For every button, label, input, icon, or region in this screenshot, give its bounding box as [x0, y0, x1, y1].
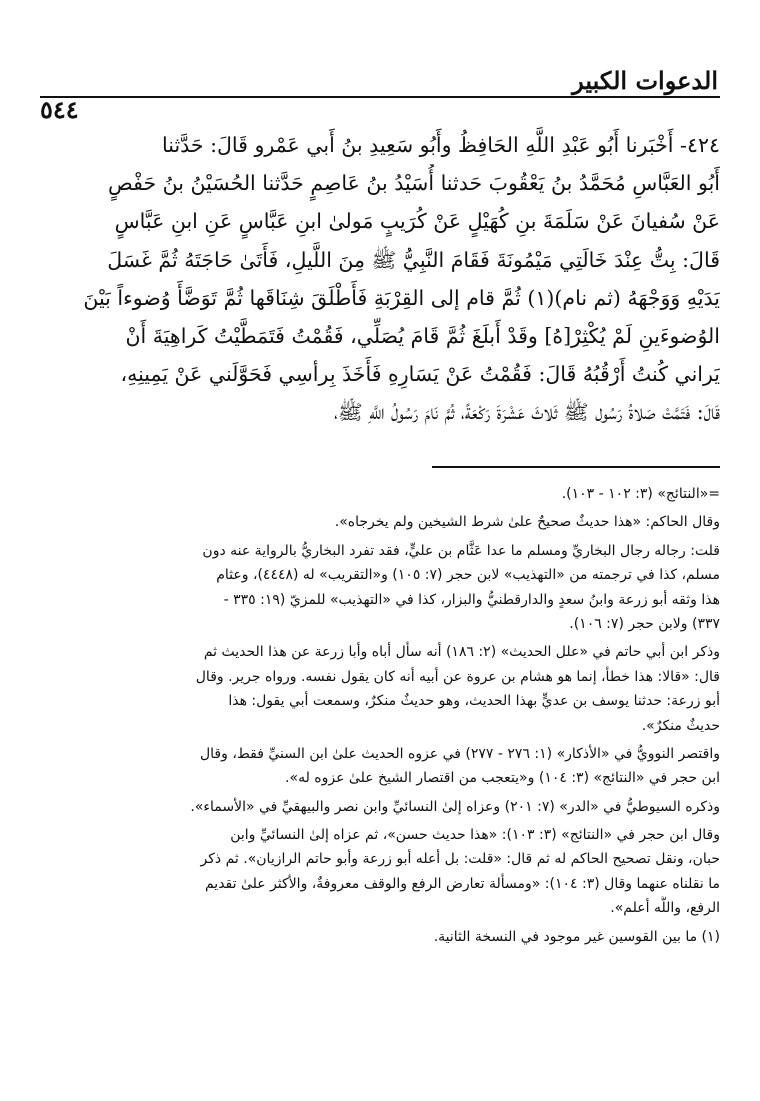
hadith-text	[40, 126, 720, 432]
footnote-line: واقتصر النوويُّ في «الأذكار» (١: ٢٧٦ - ٢٧٧) في عزوه الحديث علىٰ ابن السنيِّ فقط، وقال	[199, 745, 720, 762]
footnote-line: قال: «قالا: هذا خطأ، إنما هو هشام بن عروة عن أبيه أنه كان يقول نفسه. ورواه جرير. وقال	[195, 668, 720, 685]
footnote-line: =«النتائج» (٣: ١٠٢ - ١٠٣).	[561, 486, 720, 502]
footnote-line: (١) ما بين القوسين غير موجود في النسخة الثانية.	[433, 928, 720, 945]
footnote-paragraph	[40, 640, 720, 738]
footnote-paragraph	[40, 510, 720, 534]
running-head-title: الدعوات الكبير	[572, 66, 718, 95]
footnote-line: وذكره السيوطيُّ في «الدر» (٧: ٢٠١) وعزاه إلىٰ النسائيِّ وابن نصر والبيهقيِّ في «الأسماء».	[190, 798, 720, 815]
hadith-line: أَبُو العَبَّاسِ مُحَمَّدُ بنُ يَعْقُوبَ حَدثنا أُسَيْدُ بنُ عَاصِمٍ حَدَّثنا الحُسَيْنُ بنُ حَفْصٍ	[108, 171, 720, 196]
footnote-paragraph	[40, 539, 720, 637]
hadith-line: قَالَ: بِتُّ عِنْدَ خَالَتِي مَيْمُونَةَ فَقَامَ النَّبِيُّ ﷺ مِنَ اللَّيلِ، فَأَتَىٰ حَاجَتَهُ ثُمَّ غَسَلَ	[107, 247, 720, 272]
footnote-paragraph	[40, 795, 720, 819]
hadith-line: قَالَ: فَتَمَّتْ صَلاةُ رَسُول ﷺ ثَلاثَ عَشْرَةَ رَكْعَةً، ثُمَّ نَامَ رَسُولُ اللَّهِ ﷺ،	[334, 400, 720, 425]
footnote-line: ابن حجر في «النتائج» (٣: ١٠٤) و«يتعجب من اقتصار الشيخ علىٰ عزوه له».	[285, 770, 720, 787]
hadith-line: الوُضوءَينِ لَمْ يُكْثِرْ[هُ] وقَدْ أَبلَغَ ثُمَّ قَامَ يُصَلِّي، فَقُمْتُ فَتَمَطَّيْتُ كَراهِيَةَ أَنْ	[125, 323, 720, 348]
footnote-paragraph	[40, 925, 720, 949]
footnote-line: وقال الحاكم: «هذا حديثٌ صحيحٌ علىٰ شرط الشيخين ولم يخرجاه».	[334, 514, 720, 531]
footnote-paragraph	[40, 482, 720, 506]
footnote-line: هذا وثقه أبو زرعة وابنُ سعدٍ والدارقطنيُّ والبزار، كذا في «التهذيب» للمزيّ (١٩: ٣٣٥ -	[223, 591, 720, 608]
footnote-paragraph	[40, 742, 720, 791]
footnote-line: حديثٌ منكرٌ».	[641, 717, 720, 734]
footnote-line: ٣٣٧) ولابن حجر (٧: ١٠٦).	[569, 615, 720, 632]
footnote-line: وذكر ابن أبي حاتم في «علل الحديث» (٢: ١٨٦) أنه سأل أباه وأبا زرعة عن هذا الحديث ثم	[203, 644, 720, 661]
footnote-line: ما نقلناه عنهما وقال (٣: ١٠٤): «ومسألة تعارض الرفع والوقف معروفةٌ، والأكثر علىٰ تقديم	[204, 875, 720, 892]
footnote-line: حبان، ونقل تصحيح الحاكم له ثم قال: «قلت: بل أعله أبو زرعة وأبو حاتم الرازيان». ثم ذكر	[200, 851, 720, 868]
footnote-line: الرفع، واللَّه أعلم».	[610, 900, 720, 917]
footnote-paragraph	[40, 823, 720, 921]
footnote-line: قلت: رجاله رجال البخاريِّ ومسلم ما عدا عَثَّام بن عليٍّ، فقد تفرد البخاريُّ بالرواية عنه دون	[202, 542, 720, 559]
page-number: ٥٤٤	[40, 95, 79, 124]
hadith-line: يَراني كُنتُ أَرْقُبُهُ قَالَ: فَقُمْتُ عَنْ يَسَارِهِ فَأَخَذَ بِرأسِي فَحَوَّلَني عَنْ يَمِينِهِ،	[120, 362, 720, 387]
hadith-line: ٤٢٤- أَخْبَرنا أَبُو عَبْدِ اللَّهِ الحَافِظُ وأَبُو سَعِيدِ بنُ أَبي عَمْرو قَالَ: حَدَّثنا	[162, 133, 720, 157]
hadith-line: عَنْ سُفيانَ عَنْ سَلَمَةَ بنِ كُهَيْلٍ عَنْ كُرَيبٍ مَولىٰ ابنِ عَبَّاسٍ عَنِ ابنِ عَبَّاسٍ	[114, 209, 720, 234]
footnotes	[40, 482, 720, 953]
footnote-separator	[432, 466, 720, 468]
footnote-line: وقال ابن حجر في «النتائج» (٣: ١٠٣): «هذا حديث حسن»، ثم عزاه إلىٰ النسائيِّ وابن	[230, 827, 720, 844]
footnote-line: أبو زرعة: حدثنا يوسف بن عديٍّ بهذا الحديث، وهو حديثٌ منكرٌ، وسمعت أبي يقول: هذا	[228, 693, 720, 710]
hadith-line: يَدَيْهِ وَوَجْهَهُ (ثم نام)(١) ثُمَّ قام إلى القِرْبَةِ فَأَطْلَقَ شِنَاقَها ثُمَّ تَوَضَّأَ وُضوءاً بَيْنَ	[83, 285, 720, 310]
footnote-line: مسلم، كذا في ترجمته من «التهذيب» لابن حجر (٧: ١٠٥) و«التقريب» له (٤٤٤٨)، وعثام	[216, 567, 720, 584]
